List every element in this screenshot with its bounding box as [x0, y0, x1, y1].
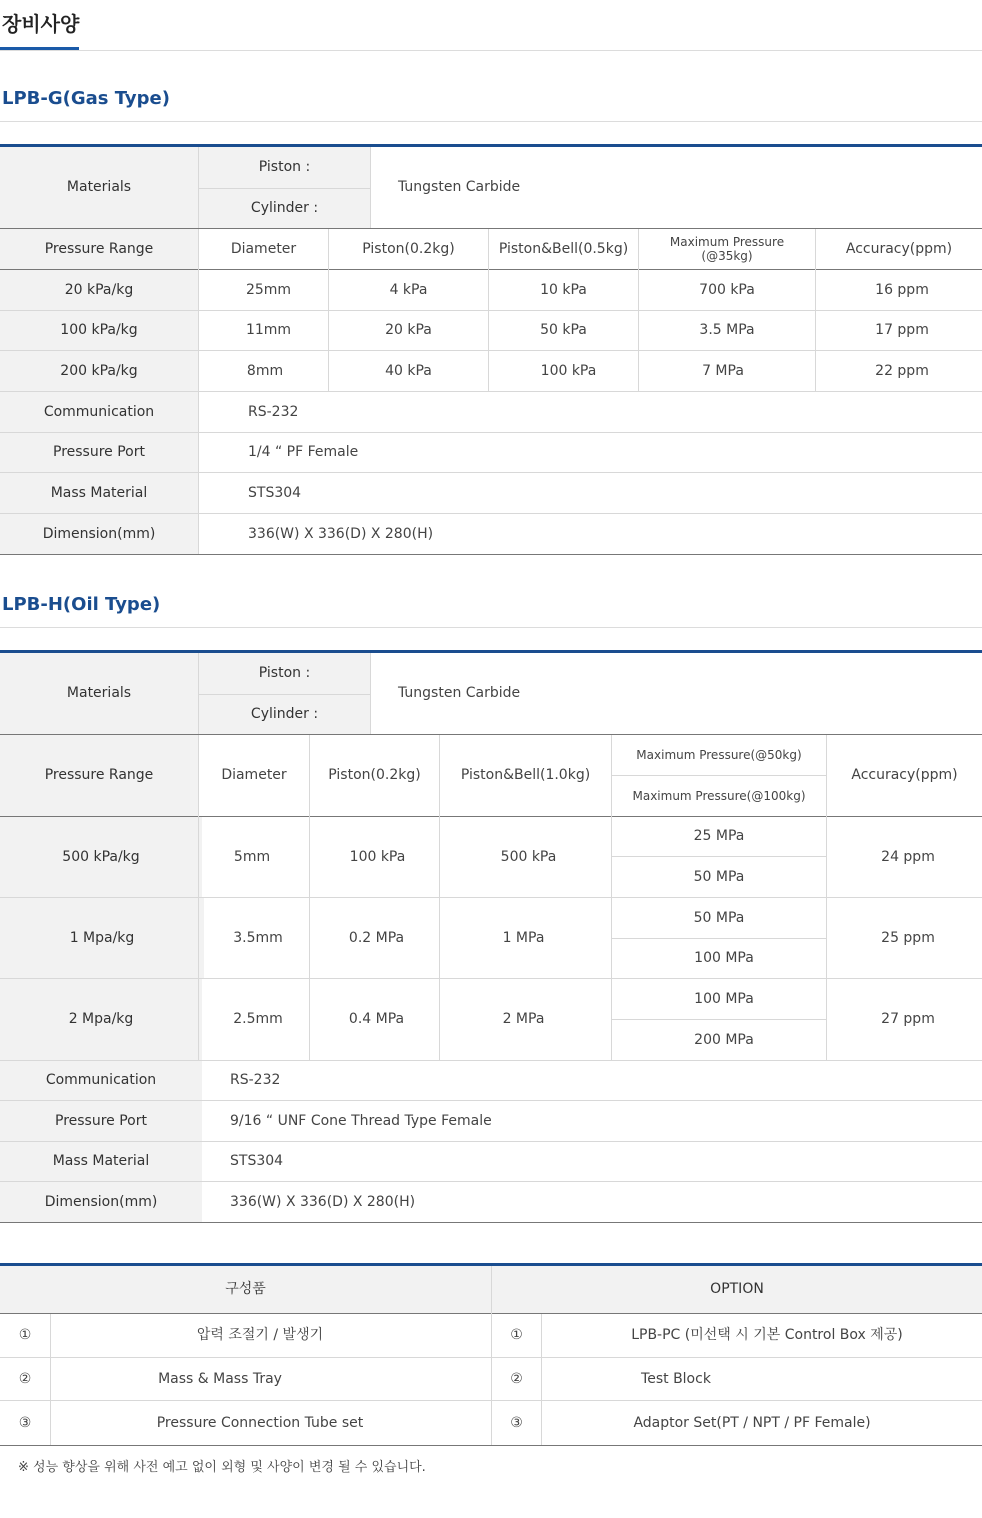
gas-row-max: 3.5 MPa: [699, 322, 755, 339]
oil-row-max100: 50 MPa: [693, 868, 745, 885]
oil-row-accuracy: 24 ppm: [881, 848, 935, 865]
gas-header-diameter: Diameter: [230, 240, 297, 257]
oil-spec-label: Communication: [0, 1061, 202, 1100]
gas-row-max: 7 MPa: [702, 362, 744, 379]
oil-row-piston: 100 kPa: [349, 848, 406, 865]
gas-row-accuracy: 22 ppm: [875, 362, 929, 379]
gas-materials-label: Materials: [0, 147, 198, 228]
component-number: ③: [18, 1414, 32, 1431]
gas-spec-value: RS-232: [248, 403, 299, 420]
gas-row-bell: 50 kPa: [540, 322, 587, 339]
oil-materials-label: Materials: [0, 653, 198, 734]
oil-header-range: Pressure Range: [0, 735, 198, 816]
oil-row-accuracy: 27 ppm: [881, 1011, 935, 1028]
oil-header-bell: Piston&Bell(1.0kg): [460, 767, 591, 784]
oil-materials-value: Tungsten Carbide: [398, 685, 521, 702]
component-item: Pressure Connection Tube set: [156, 1414, 364, 1431]
gas-section-title: LPB-G(Gas Type): [2, 88, 170, 109]
component-number: ②: [18, 1370, 32, 1387]
gas-cylinder-label: Cylinder :: [199, 189, 370, 228]
oil-row-diameter: 5mm: [233, 848, 271, 865]
page-title: 장비사양: [2, 12, 80, 36]
gas-spec-value: 336(W) X 336(D) X 280(H): [248, 525, 434, 542]
gas-piston-label: Piston :: [199, 147, 370, 188]
gas-row-max: 700 kPa: [699, 281, 755, 298]
oil-header-piston: Piston(0.2kg): [328, 767, 421, 784]
gas-row-accuracy: 17 ppm: [875, 322, 929, 339]
oil-row-diameter: 3.5mm: [233, 929, 283, 946]
option-item: Adaptor Set(PT / NPT / PF Female): [633, 1414, 871, 1431]
gas-row-piston: 40 kPa: [385, 362, 432, 379]
oil-row-max50: 100 MPa: [694, 990, 754, 1007]
oil-row-diameter: 2.5mm: [233, 1011, 283, 1028]
gas-header-max: Maximum Pressure (@35kg): [669, 234, 785, 263]
gas-header-accuracy: Accuracy(ppm): [845, 240, 953, 257]
gas-row-diameter: 8mm: [246, 362, 284, 379]
component-item: Mass & Mass Tray: [158, 1370, 282, 1387]
gas-row-bell: 10 kPa: [540, 281, 587, 298]
title-accent-bar: [0, 47, 79, 50]
gas-row-bell: 100 kPa: [540, 362, 597, 379]
oil-spec-value: 336(W) X 336(D) X 280(H): [230, 1193, 416, 1210]
oil-row-bell: 500 kPa: [500, 848, 557, 865]
option-item: Test Block: [641, 1370, 711, 1387]
oil-row-range: 500 kPa/kg: [0, 817, 202, 897]
gas-row-range: 200 kPa/kg: [0, 351, 198, 391]
oil-section-divider: [0, 627, 982, 628]
oil-row-bell: 2 MPa: [502, 1011, 545, 1028]
oil-header-diameter: Diameter: [221, 767, 287, 784]
option-number: ③: [510, 1414, 523, 1431]
oil-header-accuracy: Accuracy(ppm): [851, 767, 958, 784]
oil-row-range: 1 Mpa/kg: [0, 898, 204, 978]
oil-row-max100: 100 MPa: [694, 950, 754, 967]
gas-header-bell: Piston&Bell(0.5kg): [498, 240, 629, 257]
option-number: ②: [510, 1370, 523, 1387]
gas-row-diameter: 11mm: [245, 322, 292, 339]
oil-header-max100: Maximum Pressure(@100kg): [632, 788, 806, 803]
options-header: OPTION: [492, 1266, 982, 1313]
oil-cylinder-label: Cylinder :: [199, 695, 370, 734]
oil-row-bell: 1 MPa: [502, 929, 545, 946]
gas-header-piston: Piston(0.2kg): [362, 240, 455, 257]
gas-materials-value: Tungsten Carbide: [398, 179, 521, 196]
oil-row-max100: 200 MPa: [694, 1031, 754, 1048]
gas-spec-label: Mass Material: [0, 473, 198, 513]
oil-spec-label: Dimension(mm): [0, 1182, 202, 1222]
gas-spec-label: Dimension(mm): [0, 514, 198, 554]
oil-spec-value: RS-232: [230, 1072, 281, 1089]
gas-row-diameter: 25mm: [245, 281, 292, 298]
disclaimer-note: ※ 성능 향상을 위해 사전 예고 없이 외형 및 사양이 변경 될 수 있습니다.: [18, 1460, 426, 1475]
gas-spec-label: Communication: [0, 392, 198, 432]
option-item: LPB-PC (미선택 시 기본 Control Box 제공): [631, 1327, 903, 1344]
oil-row-piston: 0.2 MPa: [348, 929, 405, 946]
option-number: ①: [510, 1327, 523, 1344]
oil-section-title: LPB-H(Oil Type): [2, 594, 161, 615]
oil-spec-label: Mass Material: [0, 1142, 202, 1181]
oil-row-range: 2 Mpa/kg: [0, 979, 202, 1060]
oil-spec-value: STS304: [230, 1153, 284, 1170]
oil-row-piston: 0.4 MPa: [348, 1011, 405, 1028]
title-divider: [0, 50, 982, 51]
gas-spec-label: Pressure Port: [0, 433, 198, 472]
gas-row-range: 20 kPa/kg: [0, 270, 198, 310]
gas-row-accuracy: 16 ppm: [875, 281, 929, 298]
oil-header-max50: Maximum Pressure(@50kg): [636, 747, 802, 762]
component-item: 압력 조절기 / 발생기: [196, 1327, 324, 1344]
oil-row-max50: 50 MPa: [693, 909, 745, 926]
oil-piston-label: Piston :: [199, 653, 370, 694]
gas-section-divider: [0, 121, 982, 122]
components-header: 구성품: [0, 1266, 491, 1313]
gas-spec-value: 1/4 “ PF Female: [248, 444, 359, 461]
gas-row-range: 100 kPa/kg: [0, 311, 198, 350]
gas-row-piston: 4 kPa: [389, 281, 428, 298]
oil-row-max50: 25 MPa: [693, 828, 745, 845]
oil-spec-value: 9/16 “ UNF Cone Thread Type Female: [230, 1112, 492, 1129]
component-number: ①: [18, 1327, 32, 1344]
oil-row-accuracy: 25 ppm: [881, 929, 935, 946]
gas-row-piston: 20 kPa: [385, 322, 432, 339]
gas-header-range: Pressure Range: [0, 229, 198, 269]
gas-spec-value: STS304: [248, 484, 302, 501]
oil-spec-label: Pressure Port: [0, 1101, 202, 1141]
